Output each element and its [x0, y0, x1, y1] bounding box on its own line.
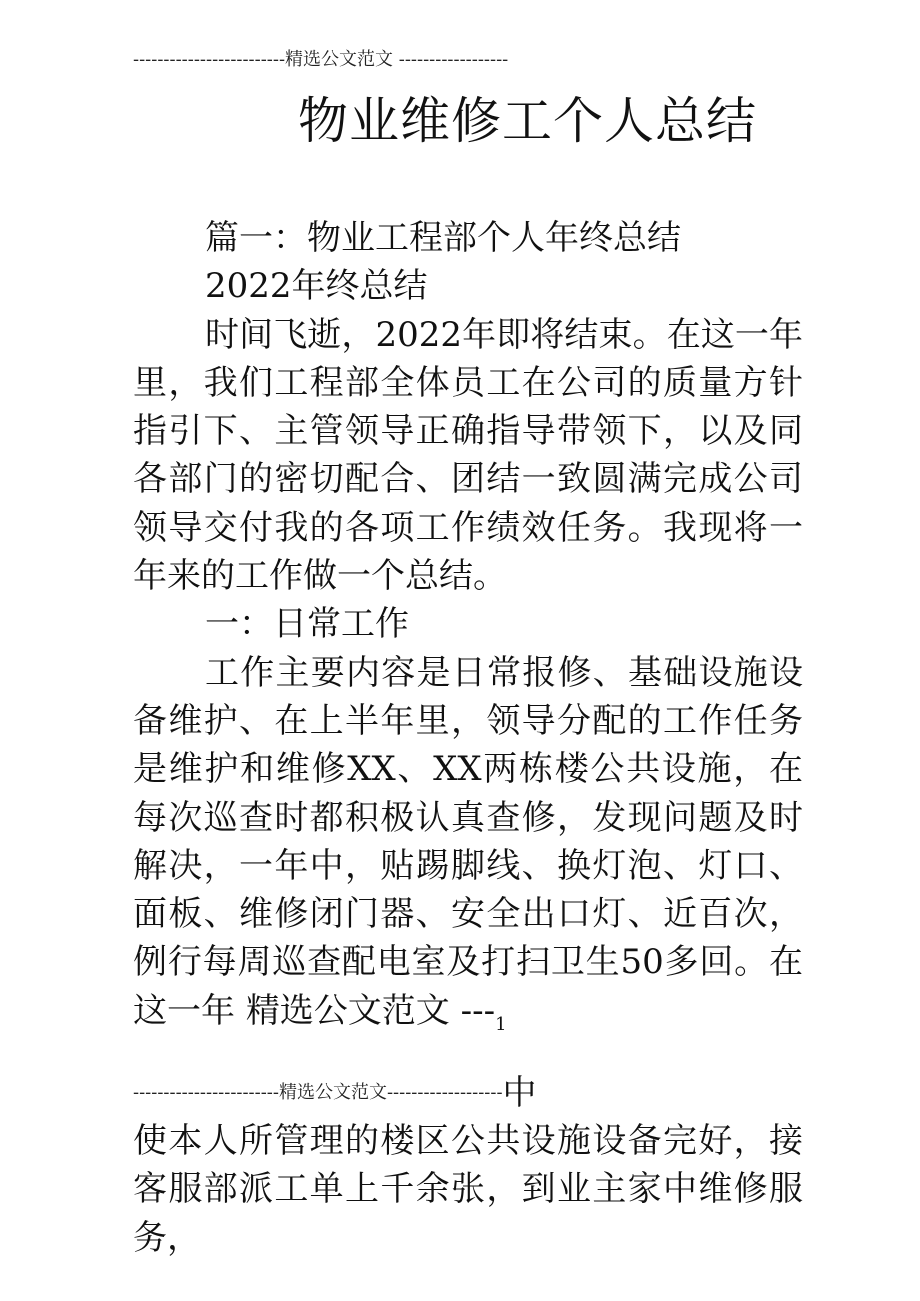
page-header-2-text: ------------------------精选公文范文------------------- [133, 1082, 503, 1103]
carry-over-char: 中 [502, 1073, 537, 1113]
body-section-2 [133, 1117, 803, 1262]
subsection-heading: 一：日常工作 [205, 604, 409, 645]
paragraph-daily-work [133, 649, 803, 1049]
paragraph-intro: 时间飞逝，2022年即将结束。在这一年里，我们工程部全体员工在公司的质量方针指引下、主管领导正确指导带领下，以及同各部门的密切配合、团结一致圆满完成公司领导交付我的各项工作绩效任务。我现将一年来的工作做一个总结。 [133, 314, 803, 597]
section-heading: 篇一：物业工程部个人年终总结 [205, 218, 681, 258]
paragraph-continuation: 使本人所管理的楼区公共设施设备完好，接客服部派工单上千余张，到业主家中维修服务， [133, 1121, 803, 1258]
paragraph-daily-work-text: 工作主要内容是日常报修、基础设施设备维护、在上半年里，领导分配的工作任务是维护和维修XX、XX两栋楼公共设施，在每次巡查时都积极认真查修，发现问题及时解决，一年中，贴踢脚线、换灯泡、灯口、面板、维修闭门器、安全出口灯、近百次，例行每周巡查配电室及打扫卫生50多回。在这一年 [133, 652, 803, 1031]
subheading: 2022年终总结 [205, 266, 428, 307]
body-section-1 [133, 214, 803, 1049]
page-header-2 [133, 1073, 803, 1113]
document-title: 物业维修工个人总结 [298, 92, 757, 150]
page-footer: 精选公文范文 --- [245, 990, 496, 1031]
page-header: -------------------------精选公文范文 ------------------ [133, 49, 509, 70]
page-number: 1 [495, 1013, 507, 1035]
